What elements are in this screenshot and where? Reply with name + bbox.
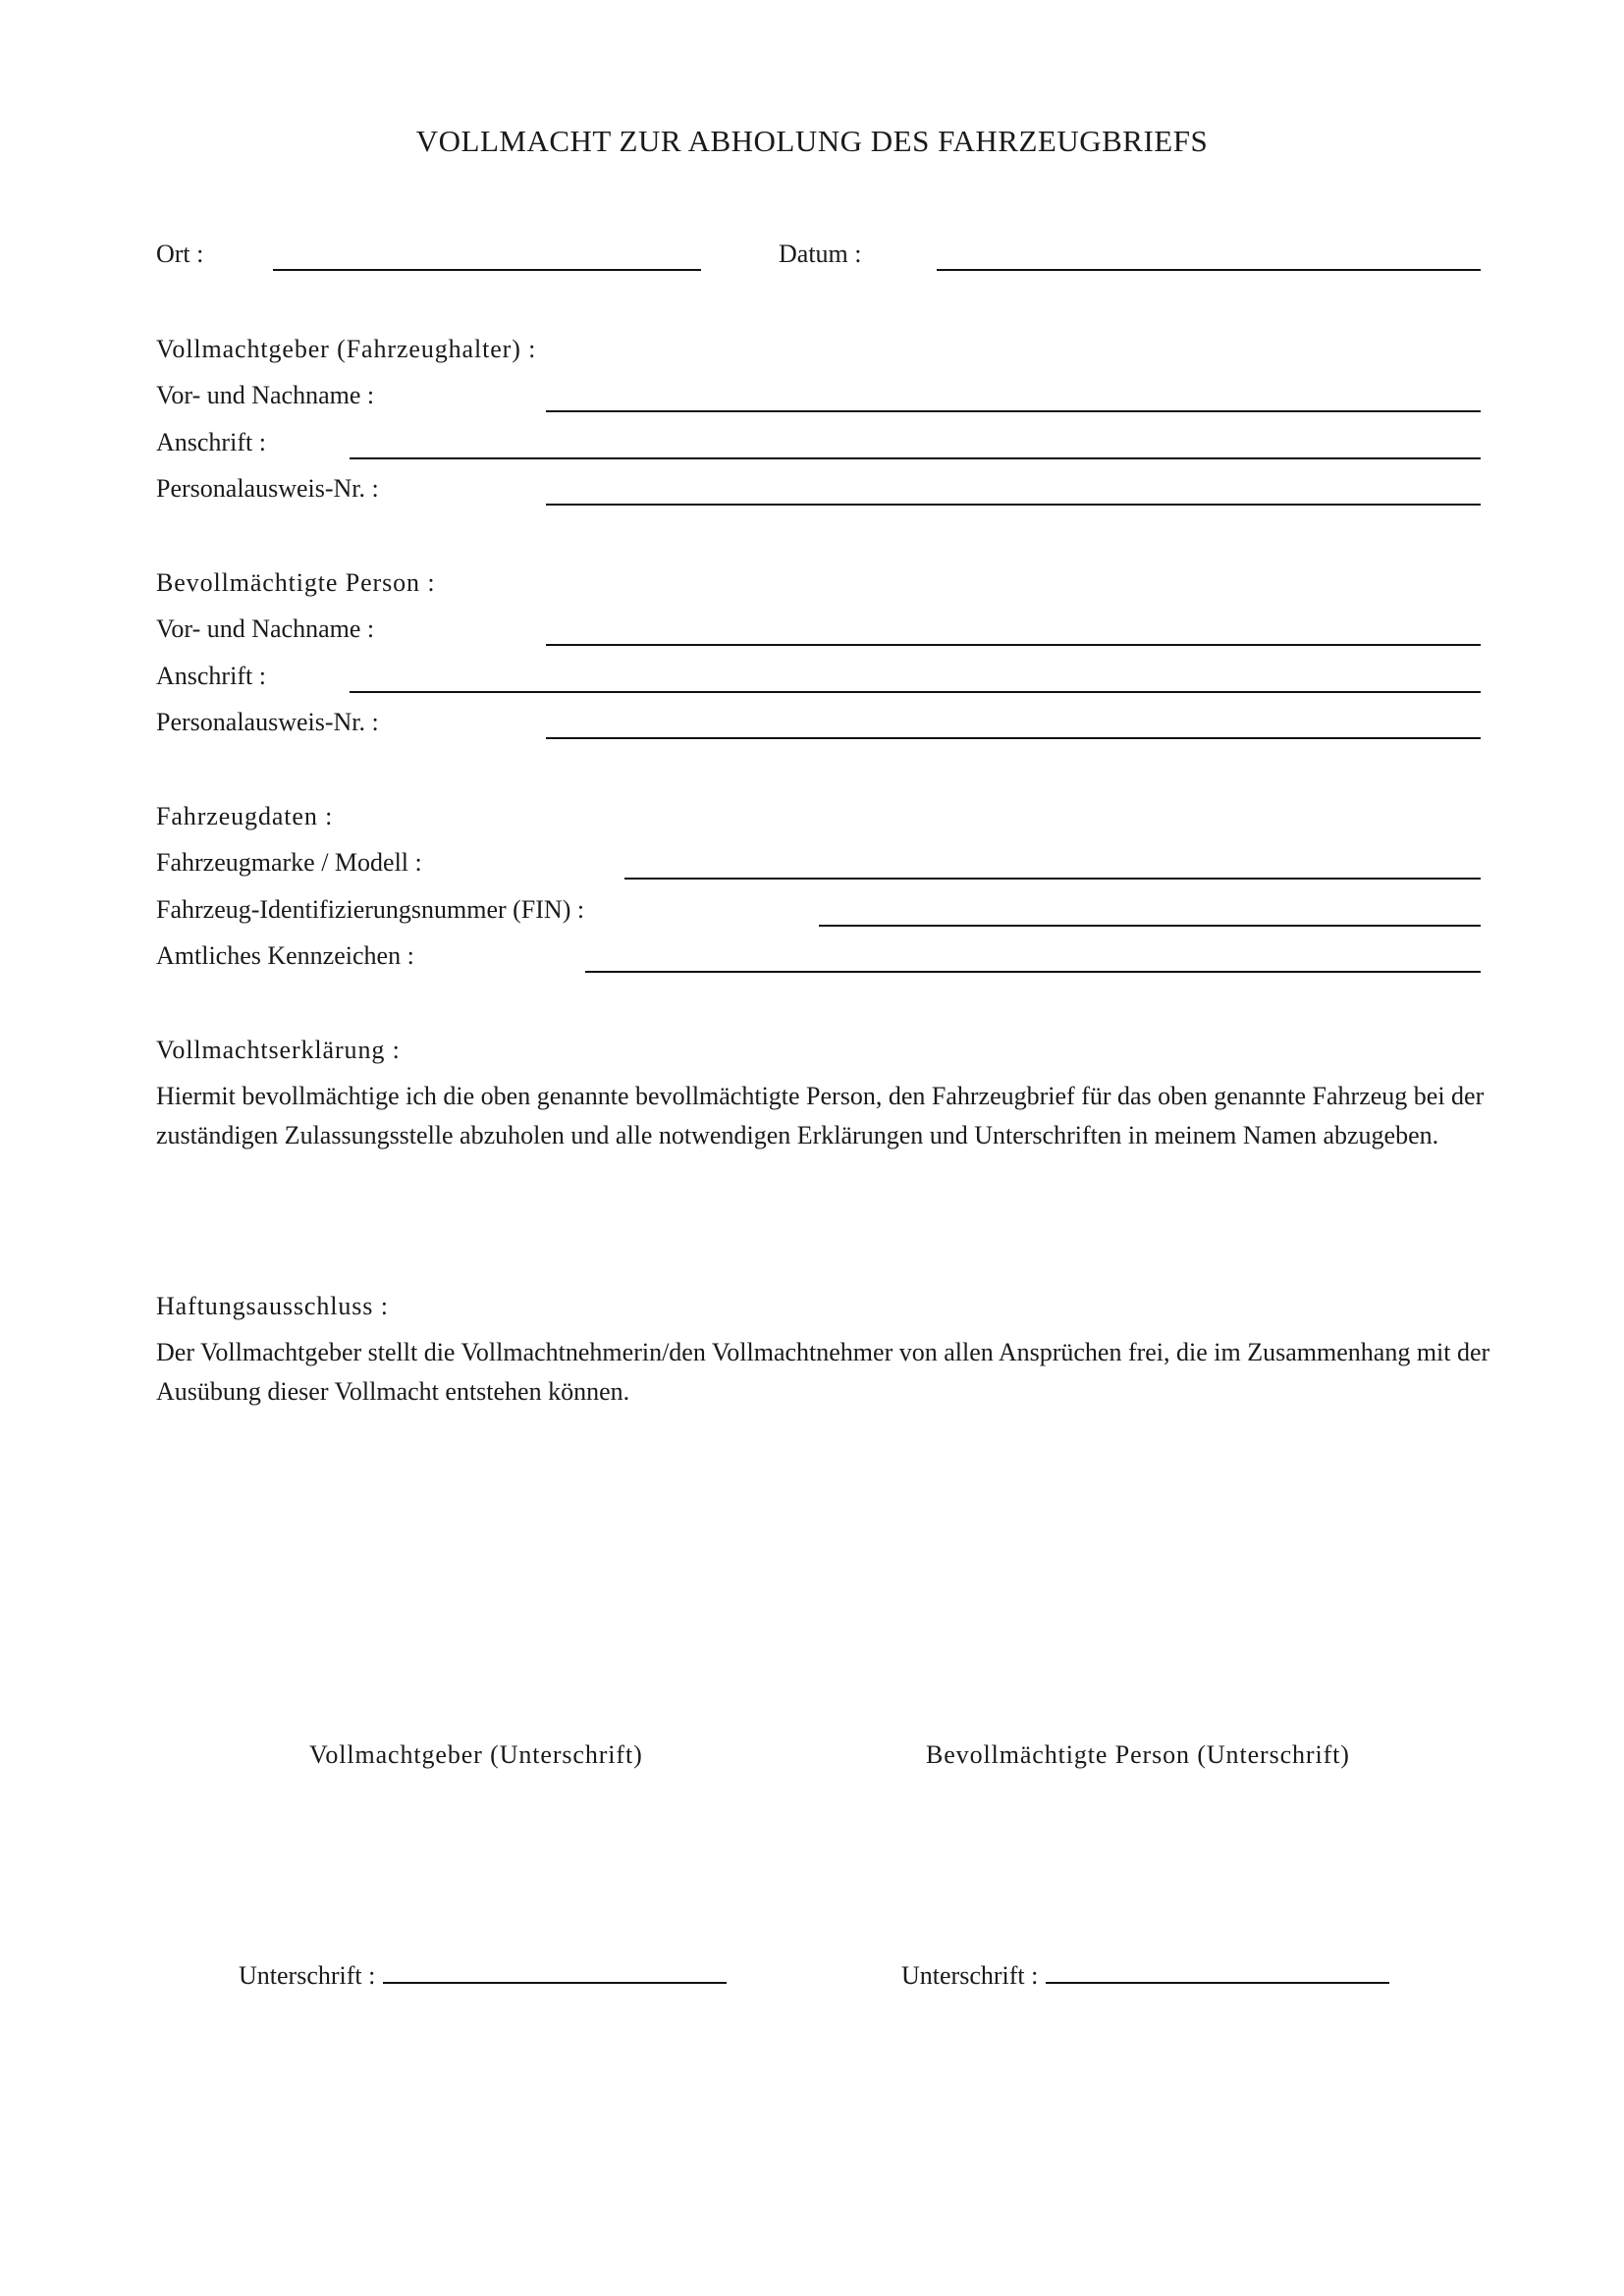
liability-heading: Haftungsausschluss :	[156, 1292, 389, 1320]
agent-id-field[interactable]	[546, 737, 1481, 739]
agent-name-label: Vor- und Nachname :	[156, 614, 375, 643]
date-field[interactable]	[937, 269, 1481, 271]
vehicle-make-label: Fahrzeugmarke / Modell :	[156, 848, 422, 877]
vehicle-make-field[interactable]	[624, 878, 1481, 880]
agent-address-label: Anschrift :	[156, 662, 266, 690]
grantor-id-label: Personalausweis-Nr. :	[156, 474, 379, 503]
vehicle-vin-field[interactable]	[819, 925, 1481, 927]
date-label: Datum :	[779, 240, 862, 268]
agent-id-label: Personalausweis-Nr. :	[156, 708, 379, 736]
grantor-signature-caption: Vollmachtgeber (Unterschrift)	[309, 1740, 643, 1769]
agent-signature-caption: Bevollmächtigte Person (Unterschrift)	[926, 1740, 1350, 1769]
agent-signature-row	[901, 1960, 1389, 1992]
agent-signature-field[interactable]	[1046, 1982, 1389, 1984]
vehicle-heading: Fahrzeugdaten :	[156, 802, 334, 830]
grantor-id-field[interactable]	[546, 504, 1481, 506]
declaration-heading: Vollmachtserklärung :	[156, 1036, 401, 1064]
agent-name-field[interactable]	[546, 644, 1481, 646]
grantor-name-label: Vor- und Nachname :	[156, 381, 375, 409]
grantor-signature-row	[239, 1960, 727, 1992]
grantor-heading: Vollmachtgeber (Fahrzeughalter) :	[156, 335, 537, 363]
grantor-signature-field[interactable]	[383, 1982, 727, 1984]
document-title: VOLLMACHT ZUR ABHOLUNG DES FAHRZEUGBRIEFS	[415, 124, 1209, 158]
grantor-address-label: Anschrift :	[156, 428, 266, 456]
vehicle-plate-field[interactable]	[585, 971, 1481, 973]
declaration-text: Hiermit bevollmächtige ich die oben genannte bevollmächtigte Person, den Fahrzeugbrief für das oben genannte Fahrzeug bei der zuständigen Zulassungsstelle abzuholen und alle notwendigen Erklärungen und Unterschriften in meinem Namen abzugeben.	[156, 1082, 1485, 1149]
place-field[interactable]	[273, 269, 701, 271]
place-label: Ort :	[156, 240, 204, 268]
liability-text: Der Vollmachtgeber stellt die Vollmachtnehmerin/den Vollmachtnehmer von allen Ansprüchen frei, die im Zusammenhang mit der Ausübung dieser Vollmacht entstehen können.	[156, 1338, 1490, 1406]
agent-signature-label: Unterschrift :	[901, 1961, 1039, 1990]
agent-heading: Bevollmächtigte Person :	[156, 568, 436, 597]
grantor-signature-label: Unterschrift :	[239, 1961, 376, 1990]
agent-address-field[interactable]	[350, 691, 1481, 693]
grantor-name-field[interactable]	[546, 410, 1481, 412]
grantor-address-field[interactable]	[350, 457, 1481, 459]
vehicle-vin-label: Fahrzeug-Identifizierungsnummer (FIN) :	[156, 895, 585, 924]
vehicle-plate-label: Amtliches Kennzeichen :	[156, 941, 414, 970]
